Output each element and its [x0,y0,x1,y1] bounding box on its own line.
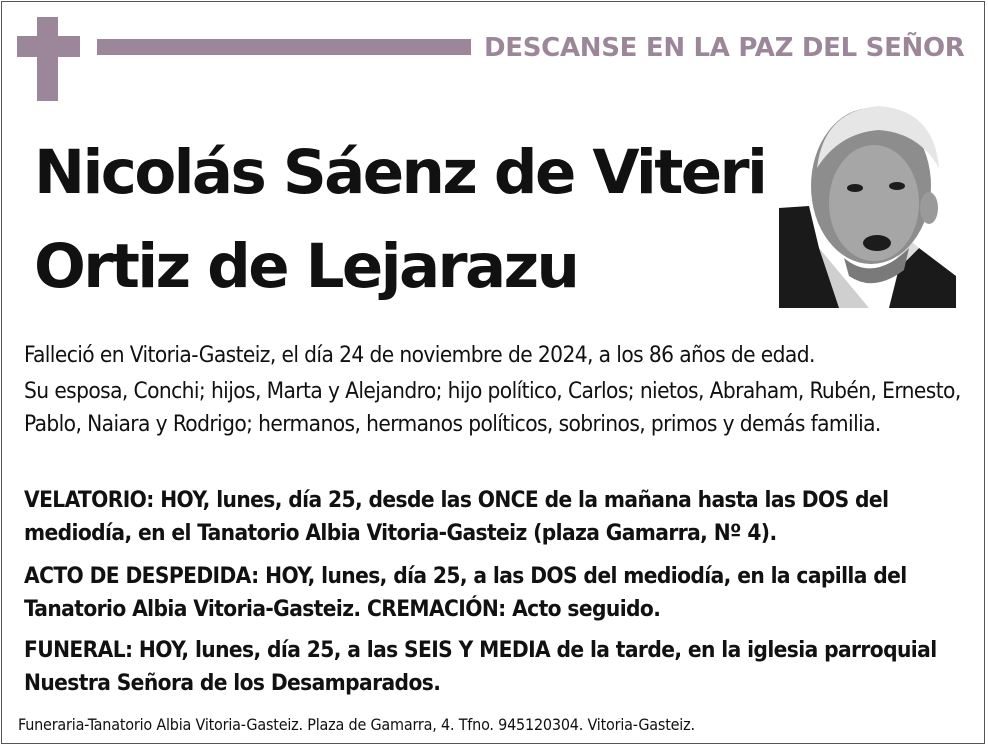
family-list: Su esposa, Conchi; hijos, Marta y Alejandro; hijo político, Carlos; nietos, Abraham, Rubén, Ernesto, Pablo, Naiara y Rodrigo; hermanos, hermanos políticos, sobrinos, primos y demás familia. [24,378,961,437]
deceased-name-line1: Nicolás Sáenz de Viteri [34,137,766,208]
funeral-home-footer: Funeraria-Tanatorio Albia Vitoria-Gasteiz. Plaza de Gamarra, 4. Tfno. 945120304. Vitoria-Gasteiz. [18,715,695,734]
header-motto: DESCANSE EN LA PAZ DEL SEÑOR [484,33,965,63]
wake-info: VELATORIO: HOY, lunes, día 25, desde las ONCE de la mañana hasta las DOS del mediodía, en el Tanatorio Albia Vitoria-Gasteiz (plaza Gamarra, Nº 4). [24,487,889,546]
farewell-info: ACTO DE DESPEDIDA: HOY, lunes, día 25, a las DOS del mediodía, en la capilla del Tanatorio Albia Vitoria-Gasteiz. CREMACIÓN: Acto seguido. [24,563,907,622]
funeral-info: FUNERAL: HOY, lunes, día 25, a las SEIS Y MEDIA de la tarde, en la iglesia parroquial Nuestra Señora de los Desamparados. [24,637,937,696]
deceased-portrait-photo [779,98,956,308]
header-rule [97,39,471,55]
death-notice: Falleció en Vitoria-Gasteiz, el día 24 de noviembre de 2024, a los 86 años de edad. [24,342,815,368]
cross-icon [37,17,58,101]
deceased-name-line2: Ortiz de Lejarazu [34,231,578,302]
cross-icon-crossbar [17,36,80,57]
